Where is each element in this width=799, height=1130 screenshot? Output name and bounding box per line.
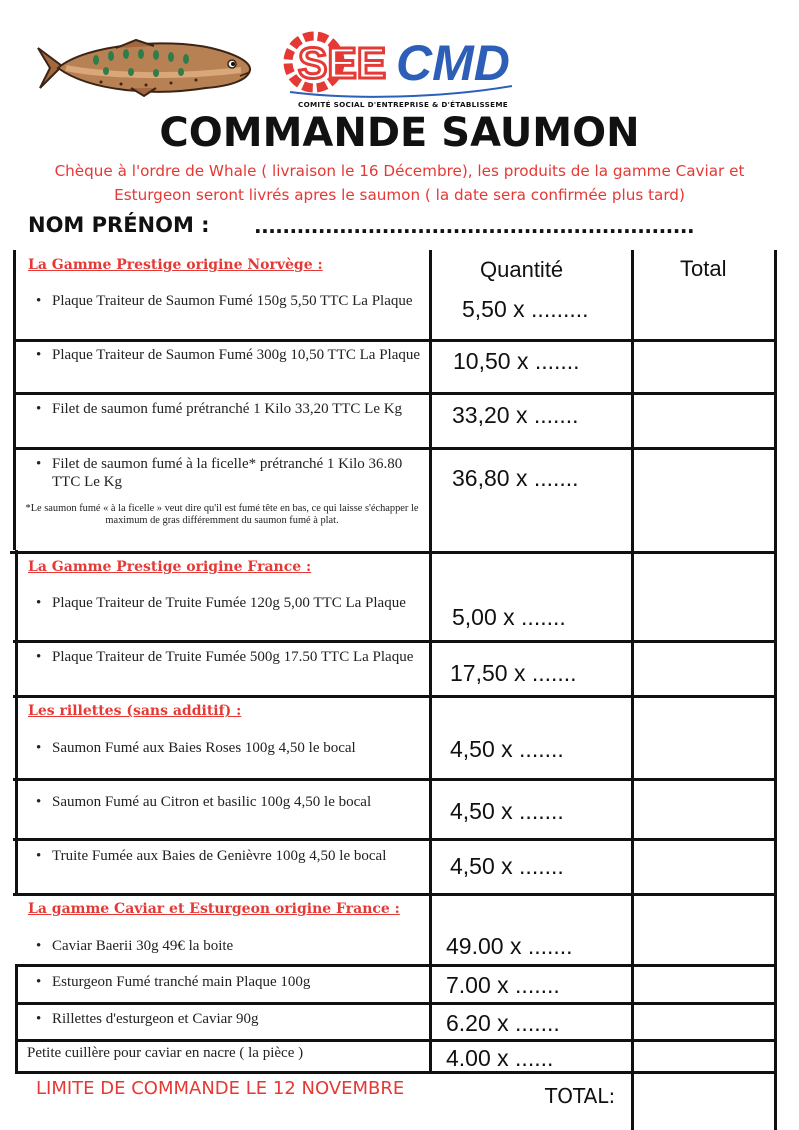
row-divider xyxy=(13,838,777,841)
quantity-field[interactable]: 4.00 x ...... xyxy=(446,1045,554,1071)
row-divider xyxy=(13,447,777,450)
list-item: • Truite Fumée aux Baies de Genièvre 100g 4,50 le bocal xyxy=(36,847,434,865)
list-item: • Plaque Traiteur de Truite Fumée 500g 17.50 TTC La Plaque xyxy=(36,648,434,666)
logo-subtitle: COMITÉ SOCIAL D'ENTREPRISE & D'ÉTABLISSEME xyxy=(298,100,508,109)
list-item: • Plaque Traiteur de Saumon Fumé 300g 10,50 TTC La Plaque xyxy=(36,346,434,364)
svg-text:SEE: SEE xyxy=(298,39,387,88)
section-title-caviar: La gamme Caviar et Esturgeon origine France : xyxy=(28,901,400,917)
quantity-field[interactable]: 4,50 x ....... xyxy=(450,798,564,824)
quantity-field[interactable]: 49.00 x ....... xyxy=(446,933,573,959)
quantity-field[interactable]: 10,50 x ....... xyxy=(453,348,580,374)
table-border-right xyxy=(774,250,777,1130)
list-item: • Esturgeon Fumé tranché main Plaque 100g xyxy=(36,973,434,991)
total-label: TOTAL: xyxy=(545,1084,616,1108)
total-field[interactable] xyxy=(634,1074,774,1130)
ficelle-footnote: *Le saumon fumé « à la ficelle » veut dire qu'il est fumé tête en bas, ce qui laisse s'échapper le maximum de gras différemment du saumon fumé à plat. xyxy=(25,503,419,526)
row-divider xyxy=(13,695,777,698)
list-item: • Filet de saumon fumé prétranché 1 Kilo 33,20 TTC Le Kg xyxy=(36,400,434,418)
row-divider xyxy=(15,1002,777,1005)
quantity-field[interactable]: 5,00 x ....... xyxy=(452,604,566,630)
list-item: • Plaque Traiteur de Saumon Fumé 150g 5,50 TTC La Plaque xyxy=(36,292,434,310)
nom-prenom-label: NOM PRÉNOM : xyxy=(28,213,210,237)
quantity-field[interactable]: 7.00 x ....... xyxy=(446,972,560,998)
row-divider xyxy=(15,964,777,967)
quantity-field[interactable]: 17,50 x ....... xyxy=(450,660,577,686)
row-divider xyxy=(15,1039,777,1042)
section-title-rillettes: Les rillettes (sans additif) : xyxy=(28,703,242,719)
header-total: Total xyxy=(680,256,727,281)
list-item: • Filet de saumon fumé à la ficelle* prétranché 1 Kilo 36.80 TTC Le Kg xyxy=(36,455,434,491)
quantity-field[interactable]: 6.20 x ....... xyxy=(446,1010,560,1036)
row-divider xyxy=(10,551,777,554)
extra-item-label: Petite cuillère pour caviar en nacre ( la pièce ) xyxy=(27,1045,304,1061)
intro-text: Chèque à l'ordre de Whale ( livraison le 16 Décembre), les produits de la gamme Caviar et Esturgeon seront livrés apres le saumon ( la date sera confirmée plus tard) xyxy=(54,162,745,204)
row-divider xyxy=(13,778,777,781)
row-divider xyxy=(13,640,777,643)
table-border-left-lower xyxy=(15,550,18,894)
nom-prenom-field[interactable]: .............................................................. xyxy=(254,214,695,238)
section-title-france: La Gamme Prestige origine France : xyxy=(28,559,312,575)
page-title: COMMANDE SAUMON xyxy=(159,110,640,156)
table-border-left-bottom xyxy=(15,964,18,1074)
list-item: • Plaque Traiteur de Truite Fumée 120g 5,00 TTC La Plaque xyxy=(36,594,434,612)
list-item: • Rillettes d'esturgeon et Caviar 90g xyxy=(36,1010,434,1028)
quantity-field[interactable]: 4,50 x ....... xyxy=(450,736,564,762)
quantity-field[interactable]: 36,80 x ....... xyxy=(452,465,579,491)
list-item: • Caviar Baerii 30g 49€ la boite xyxy=(36,937,434,955)
header-quantite: Quantité xyxy=(480,257,564,282)
table-border-left xyxy=(13,250,16,550)
quantity-field[interactable]: 33,20 x ....... xyxy=(452,402,579,428)
order-deadline: LIMITE DE COMMANDE LE 12 NOVEMBRE xyxy=(36,1078,405,1099)
col-divider-total xyxy=(631,250,634,1130)
row-divider xyxy=(13,893,777,896)
svg-text:CMD: CMD xyxy=(396,35,510,91)
list-item: • Saumon Fumé aux Baies Roses 100g 4,50 le bocal xyxy=(36,739,434,757)
quantity-field[interactable]: 5,50 x ......... xyxy=(462,296,589,322)
salmon-fish-illustration xyxy=(36,38,254,98)
row-divider xyxy=(13,392,777,395)
row-divider xyxy=(13,339,777,342)
list-item: • Saumon Fumé au Citron et basilic 100g 4,50 le bocal xyxy=(36,793,434,811)
section-title-norvege: La Gamme Prestige origine Norvège : xyxy=(28,257,323,273)
quantity-field[interactable]: 4,50 x ....... xyxy=(450,853,564,879)
